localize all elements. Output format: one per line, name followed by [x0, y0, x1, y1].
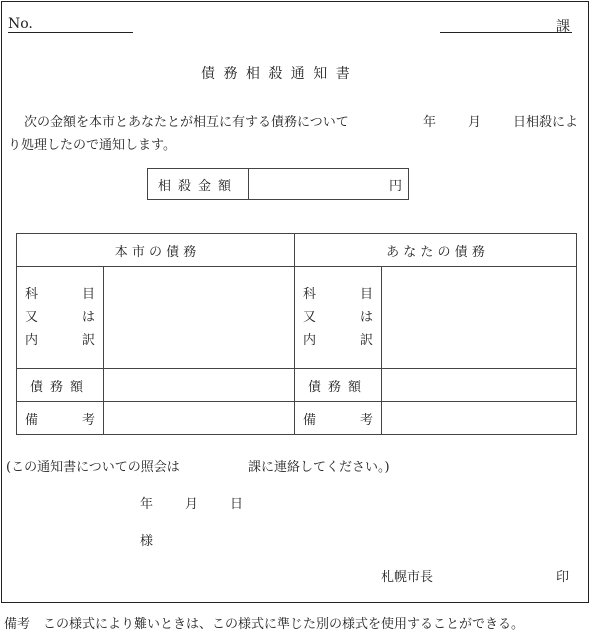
your-subject-field[interactable] — [382, 267, 577, 369]
your-remarks-label: 備 考 — [295, 402, 382, 435]
number-label: No. — [8, 16, 33, 32]
body-line-1 — [24, 111, 349, 130]
footnote: 備考 この様式により難いときは、この様式に準じた別の様式を使用することができる。 — [4, 617, 525, 632]
your-debt-header: あ な た の 債 務 — [295, 234, 577, 267]
city-subject-label: 科 目 又 は 内 訳 — [17, 267, 104, 369]
inquiry-text-b: 課に連絡してください。) — [248, 460, 390, 475]
city-debt-header: 本 市 の 債 務 — [17, 234, 295, 267]
city-amount-label: 債務額 — [17, 369, 104, 402]
offset-amount-box — [147, 168, 409, 200]
body-text-lead: 次の金額を本市とあなたとが相互に有する債務について — [24, 115, 349, 130]
yen-unit: 円 — [388, 178, 402, 194]
section-label: 課 — [556, 19, 570, 35]
city-remarks-field[interactable] — [104, 402, 295, 435]
seal-mark: 印 — [556, 570, 570, 585]
date-year: 年 — [140, 497, 154, 512]
city-remarks-label: 備 考 — [17, 402, 104, 435]
addressee-honorific: 様 — [140, 534, 154, 549]
date-day: 日 — [230, 497, 244, 512]
issuer-title: 札幌市長 — [381, 570, 434, 585]
debts-table — [16, 233, 577, 435]
offset-amount-label: 相殺金額 — [148, 169, 249, 200]
date-month: 月 — [185, 497, 199, 512]
document-title: 債 務 相 殺 通 知 書 — [201, 66, 352, 82]
city-amount-field[interactable] — [104, 369, 295, 402]
section-field-line — [440, 32, 572, 33]
offset-amount-field[interactable] — [249, 169, 409, 200]
number-field-line — [8, 32, 133, 33]
city-subject-field[interactable] — [104, 267, 295, 369]
your-amount-label: 債務額 — [295, 369, 382, 402]
your-subject-label: 科 目 又 は 内 訳 — [295, 267, 382, 369]
body-day-tail: 日相殺によ — [513, 115, 579, 130]
body-line-2: り処理したので通知します。 — [8, 138, 176, 153]
your-amount-field[interactable] — [382, 369, 577, 402]
your-remarks-field[interactable] — [382, 402, 577, 435]
body-month: 月 — [468, 115, 482, 130]
inquiry-text-a: (この通知書についての照会は — [6, 460, 180, 475]
body-year: 年 — [423, 115, 437, 130]
